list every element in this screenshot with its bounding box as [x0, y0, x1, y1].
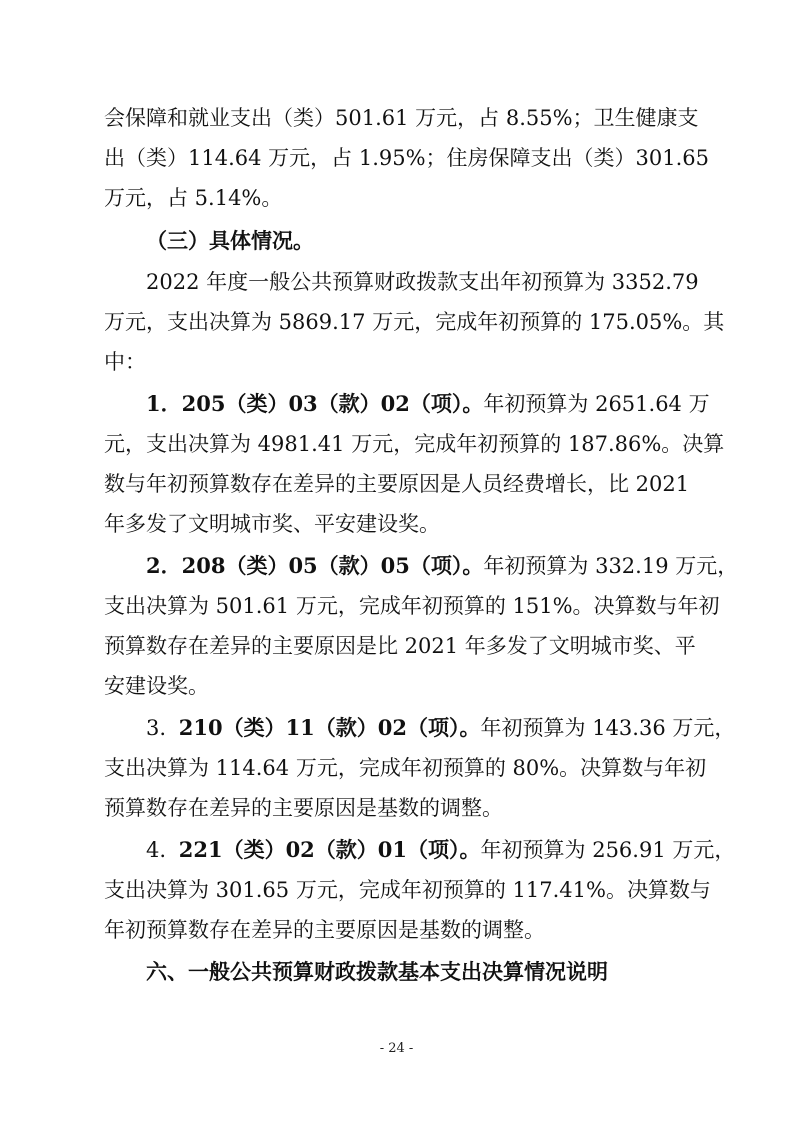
item-1-line-3: 数与年初预算数存在差异的主要原因是人员经费增长，比 2021: [104, 472, 690, 496]
item-2-label: 2．208（类）05（款）05（项）。: [146, 553, 484, 578]
item-1-line-1-rest: 年初预算为 2651.64 万: [483, 392, 710, 416]
item-2-line-1-rest: 年初预算为 332.19 万元，: [483, 554, 739, 578]
item-4-label: 221（类）02（款）01（项）。: [178, 837, 481, 862]
item-4-line-1: [146, 836, 736, 864]
item-3-line-3: 预算数存在差异的主要原因是基数的调整。: [104, 796, 503, 820]
item-3-line-2: 支出决算为 114.64 万元，完成年初预算的 80%。决算数与年初: [104, 756, 707, 780]
intro-line-1: 会保障和就业支出（类）501.61 万元，占 8.55%；卫生健康支: [104, 106, 699, 130]
item-1-line-4: 年多发了文明城市奖、平安建设奖。: [104, 512, 440, 536]
page-number: - 24 -: [379, 1041, 414, 1056]
section-3-line-3: 中：: [104, 350, 146, 374]
section-3-line-1: 2022 年度一般公共预算财政拨款支出年初预算为 3352.79: [146, 270, 699, 294]
item-3-number: 3.: [146, 716, 167, 740]
section-6-heading: 六、一般公共预算财政拨款基本支出决算情况说明: [146, 960, 608, 984]
item-3-label: 210（类）11（款）02（项）。: [178, 715, 481, 740]
item-4-line-3: 年初预算数存在差异的主要原因是基数的调整。: [104, 918, 545, 942]
item-4-line-2: 支出决算为 301.65 万元，完成年初预算的 117.41%。决算数与: [104, 878, 711, 902]
section-3-line-2: 万元，支出决算为 5869.17 万元，完成年初预算的 175.05%。其: [104, 310, 725, 334]
item-1-line-2: 元，支出决算为 4981.41 万元，完成年初预算的 187.86%。决算: [104, 432, 725, 456]
intro-line-2: 出（类）114.64 万元，占 1.95%；住房保障支出（类）301.65: [104, 146, 710, 170]
item-2-line-2: 支出决算为 501.61 万元，完成年初预算的 151%。决算数与年初: [104, 594, 720, 618]
item-2-line-3: 预算数存在差异的主要原因是比 2021 年多发了文明城市奖、平: [104, 634, 696, 658]
item-4-number: 4.: [146, 838, 167, 862]
item-2-line-4: 安建设奖。: [104, 674, 209, 698]
item-1-line-1: [146, 390, 710, 418]
item-3-line-1: [146, 714, 736, 742]
section-3-heading: （三）具体情况。: [146, 229, 314, 253]
item-1-label: 1．205（类）03（款）02（项）。: [146, 391, 484, 416]
item-3-line-1-rest: 年初预算为 143.36 万元，: [480, 716, 736, 740]
item-2-line-1: [146, 552, 739, 580]
item-4-line-1-rest: 年初预算为 256.91 万元，: [480, 838, 736, 862]
intro-line-3: 万元，占 5.14%。: [104, 186, 283, 210]
